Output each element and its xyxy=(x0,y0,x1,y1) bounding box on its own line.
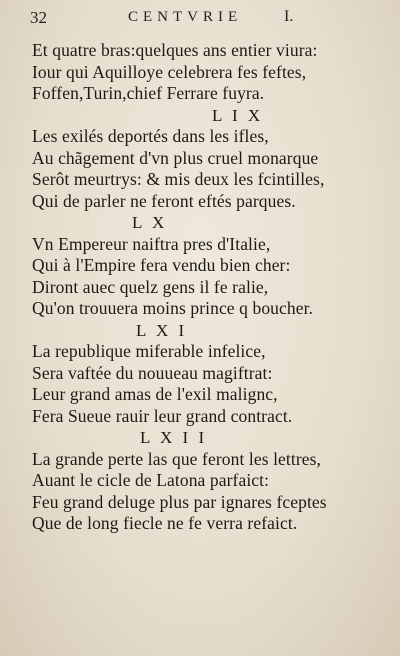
quatrain-61 xyxy=(32,320,387,428)
running-head: CENTVRIE xyxy=(128,9,243,25)
verse-line: Vn Empereur naiftra pres d'Italie, xyxy=(32,233,271,254)
quatrain-number: L I X xyxy=(212,105,264,125)
text-block xyxy=(32,40,387,535)
verse-line: Sera vaftée du nouueau magiftrat: xyxy=(32,362,273,383)
verse-line: Les exilés deportés dans les ifles, xyxy=(32,126,269,146)
quatrain-number: L X xyxy=(132,213,168,232)
verse-line: La grande perte las que feront les lettres, xyxy=(32,448,322,469)
verse-line: Foffen,Turin,chief Ferrare fuyra. xyxy=(32,83,265,103)
verse-line: Au chãgement d'vn plus cruel monarque xyxy=(32,147,319,168)
verse-line: Diront auec quelz gens il fe ralie, xyxy=(32,276,269,297)
quatrain-number: L X I xyxy=(136,320,188,340)
quatrain-62 xyxy=(32,427,387,535)
verse-line: Qui à l'Empire fera vendu bien cher: xyxy=(32,255,291,275)
verse-line: Fera Sueue rauir leur grand contract. xyxy=(32,405,293,426)
quatrain-60 xyxy=(32,212,387,320)
verse-line: La republique miferable infelice, xyxy=(32,341,266,361)
running-head-number: I. xyxy=(284,8,294,25)
verse-line: Serôt meurtrys: & mis deux les fcintilles, xyxy=(32,169,325,189)
page-header xyxy=(30,8,380,30)
quatrain-59 xyxy=(32,105,387,213)
verse-line: Auant le cicle de Latona parfaict: xyxy=(32,470,270,490)
quatrain-58 xyxy=(32,40,387,105)
verse-line: Qu'on trouuera moins prince q boucher. xyxy=(32,298,314,318)
verse-line: Que de long fiecle ne fe verra refaict. xyxy=(32,513,298,533)
page-number: 32 xyxy=(30,8,47,27)
verse-line: Et quatre bras:quelques ans entier viura: xyxy=(32,40,318,60)
verse-line: Leur grand amas de l'exil malignc, xyxy=(32,384,278,404)
quatrain-number: L X I I xyxy=(140,428,208,447)
verse-line: Qui de parler ne feront eftés parques. xyxy=(32,190,296,211)
verse-line: Iour qui Aquilloye celebrera fes feftes, xyxy=(32,61,307,82)
verse-line: Feu grand deluge plus par ignares fceptes xyxy=(32,491,327,512)
